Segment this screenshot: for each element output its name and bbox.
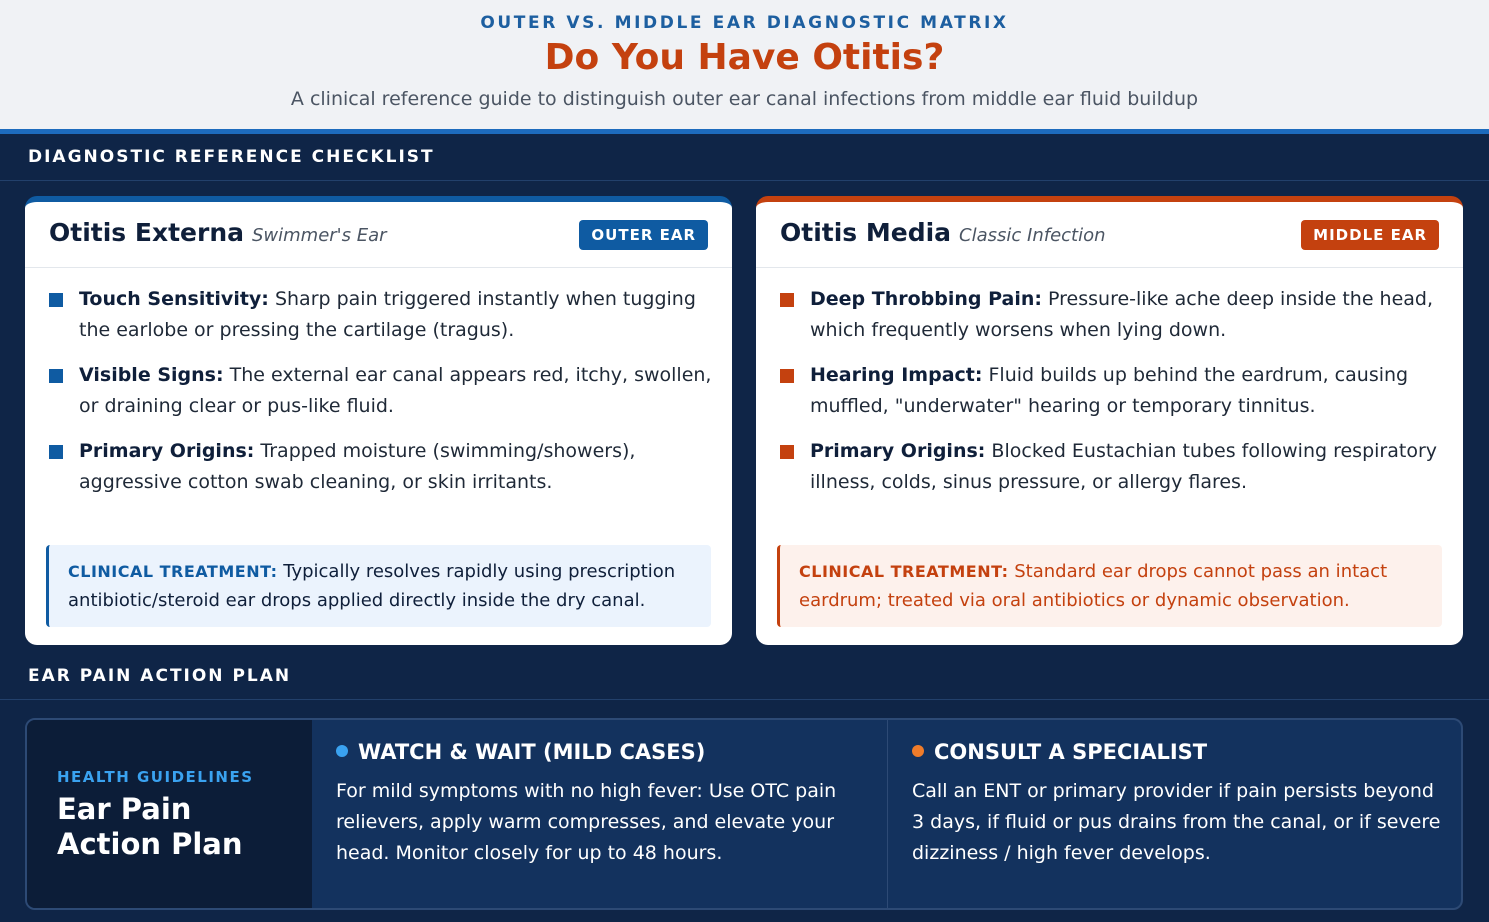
column-heading-text: CONSULT A SPECIALIST — [934, 740, 1208, 764]
item-lead: Primary Origins: — [79, 440, 255, 462]
page-title: Do You Have Otitis? — [544, 37, 945, 78]
list-item — [49, 284, 712, 346]
treatment-text: Standard ear drops cannot pass an intact eardrum; treated via oral antibiotics or dynamic observation. — [799, 561, 1388, 611]
item-lead: Hearing Impact: — [810, 364, 983, 386]
action-plan-panel — [25, 718, 1463, 910]
item-text: Blocked Eustachian tubes following respiratory illness, colds, sinus pressure, or allergy flares. — [810, 440, 1438, 493]
otitis-media-card — [756, 196, 1463, 645]
card-header — [25, 202, 732, 268]
list-item — [49, 436, 712, 498]
clinical-treatment-box — [46, 545, 711, 627]
square-bullet-icon — [49, 445, 63, 459]
treatment-label: CLINICAL TREATMENT: — [799, 562, 1009, 581]
item-lead: Touch Sensitivity: — [79, 288, 269, 310]
clinical-treatment-box — [777, 545, 1442, 627]
symptom-list — [780, 284, 1443, 512]
otitis-externa-card — [25, 196, 732, 645]
square-bullet-icon — [49, 293, 63, 307]
column-heading — [336, 740, 705, 764]
header-overline: OUTER VS. MIDDLE EAR DIAGNOSTIC MATRIX — [480, 13, 1009, 33]
item-lead: Primary Origins: — [810, 440, 986, 462]
card-header — [756, 202, 1463, 268]
card-title — [49, 218, 387, 247]
list-item — [780, 360, 1443, 422]
column-heading-text: WATCH & WAIT (MILD CASES) — [358, 740, 706, 764]
column-heading — [912, 740, 1207, 764]
list-item — [49, 360, 712, 422]
section-divider — [0, 180, 1489, 181]
treatment-text: Typically resolves rapidly using prescription antibiotic/steroid ear drops applied directly inside the dry canal. — [68, 561, 676, 611]
symptom-list — [49, 284, 712, 512]
blue-dot-icon — [336, 745, 348, 757]
header-divider — [0, 129, 1489, 134]
list-item — [780, 436, 1443, 498]
consult-specialist-column — [887, 720, 1463, 908]
section-divider — [0, 699, 1489, 700]
item-text: The external ear canal appears red, itchy, swollen, or draining clear or pus-like fluid. — [79, 364, 712, 417]
card-title-text: Otitis Externa — [49, 218, 244, 247]
page-subtitle: A clinical reference guide to distinguish outer ear canal infections from middle ear fluid buildup — [290, 88, 1199, 110]
square-bullet-icon — [49, 369, 63, 383]
item-lead: Deep Throbbing Pain: — [810, 288, 1042, 310]
item-text: Trapped moisture (swimming/showers), aggressive cotton swab cleaning, or skin irritants. — [79, 440, 636, 493]
card-subtitle: Swimmer's Ear — [251, 225, 387, 246]
plan-title: Ear Pain Action Plan — [57, 792, 243, 861]
orange-dot-icon — [912, 745, 924, 757]
item-text: Pressure-like ache deep inside the head, which frequently worsens when lying down. — [810, 288, 1434, 341]
column-text: For mild symptoms with no high fever: Use OTC pain relievers, apply warm compresses, and elevate your head. Monitor closely for up to 48 hours. — [336, 780, 837, 864]
checklist-section-title: DIAGNOSTIC REFERENCE CHECKLIST — [28, 147, 435, 167]
card-title-text: Otitis Media — [780, 218, 952, 247]
item-text: Sharp pain triggered instantly when tugging the earlobe or pressing the cartilage (tragus). — [79, 288, 696, 341]
outer-ear-badge: OUTER EAR — [579, 220, 708, 250]
column-text: Call an ENT or primary provider if pain persists beyond 3 days, if fluid or pus drains from the canal, or if severe dizziness / high fever develops. — [912, 780, 1441, 864]
square-bullet-icon — [780, 445, 794, 459]
item-lead: Visible Signs: — [79, 364, 224, 386]
action-plan-section-title: EAR PAIN ACTION PLAN — [28, 666, 292, 686]
square-bullet-icon — [780, 369, 794, 383]
item-text: Fluid builds up behind the eardrum, causing muffled, "underwater" hearing or temporary tinnitus. — [810, 364, 1409, 417]
middle-ear-badge: MIDDLE EAR — [1301, 220, 1439, 250]
list-item — [780, 284, 1443, 346]
card-subtitle: Classic Infection — [959, 225, 1106, 246]
action-plan-intro — [27, 720, 312, 908]
plan-kicker: HEALTH GUIDELINES — [57, 768, 254, 786]
watch-and-wait-column — [312, 720, 887, 908]
square-bullet-icon — [780, 293, 794, 307]
treatment-label: CLINICAL TREATMENT: — [68, 562, 278, 581]
page-header — [0, 0, 1489, 129]
card-title — [780, 218, 1106, 247]
